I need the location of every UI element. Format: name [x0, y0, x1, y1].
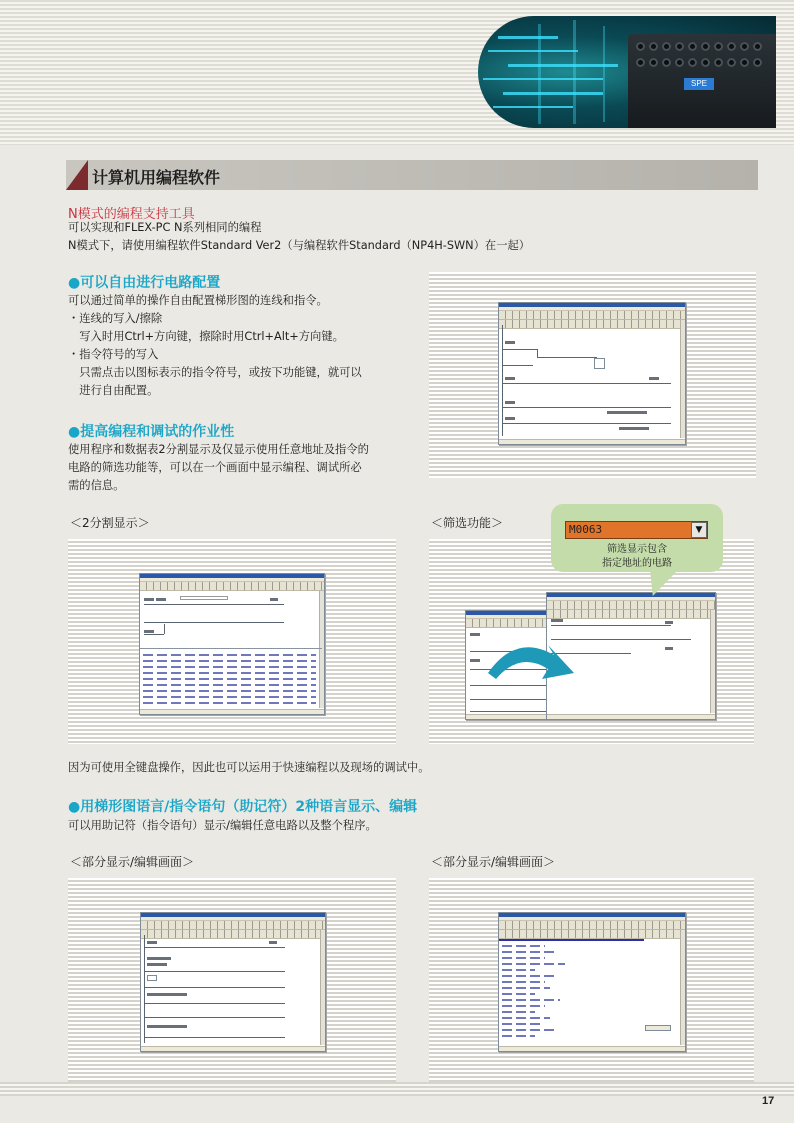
- partial-ladder-panel: [68, 878, 396, 1083]
- feature3-heading: ●用梯形图语言/指令语句（助记符）2种语言显示、编辑: [68, 799, 418, 815]
- feature1-body: [68, 292, 362, 400]
- feature1-line: ・连线的写入/擦除: [68, 312, 163, 325]
- intro-line-1: 可以实现和FLEX-PC N系列相同的编程: [68, 221, 262, 234]
- feature1-line: 写入时用Ctrl+方向键，擦除时用Ctrl+Alt+方向键。: [68, 330, 344, 343]
- partial-mnemonic-screenshot: [498, 912, 686, 1052]
- split-caption: ＜2分割显示＞: [70, 516, 150, 530]
- feature1-line: 只需点击以图标表示的指令符号，或按下功能键，就可以: [68, 366, 362, 379]
- filter-note-line-1: 筛选显示包含: [607, 544, 667, 555]
- filter-tooltip-text: [551, 543, 723, 571]
- partial-mnemonic-panel: [429, 878, 754, 1083]
- partial-right-caption: ＜部分显示/编辑画面＞: [431, 855, 556, 869]
- filter-address-combo[interactable]: M0063: [565, 521, 708, 539]
- feature2-body: [68, 441, 369, 495]
- feature2-line: 电路的筛选功能等，可以在一个画面中显示编程、调试所必: [68, 461, 362, 474]
- partial-ladder-screenshot: [140, 912, 326, 1052]
- partial-left-caption: ＜部分显示/编辑画面＞: [70, 855, 195, 869]
- header-banner-image: [478, 16, 776, 128]
- filter-transition-arrow-icon: [486, 633, 576, 693]
- chevron-down-icon[interactable]: ▼: [691, 522, 707, 538]
- intro-line-2: N模式下，请使用编程软件Standard Ver2（与编程软件Standard（NP4H-SWN）在一起）: [68, 239, 531, 252]
- ladder-editor-panel: [429, 272, 756, 478]
- feature2-line: 使用程序和数据表2分割显示及仅显示使用任意地址及指令的: [68, 443, 369, 456]
- feature1-heading: ●可以自由进行电路配置: [68, 275, 221, 291]
- filter-note-line-2: 指定地址的电路: [602, 558, 672, 569]
- section-title: 计算机用编程软件: [92, 168, 221, 187]
- footer-stripes: [0, 1082, 794, 1096]
- feature2-heading: ●提高编程和调试的作业性: [68, 424, 235, 440]
- keyboard-note: 因为可使用全键盘操作，因此也可以运用于快速编程以及现场的调试中。: [68, 761, 430, 774]
- split-display-screenshot: [139, 573, 325, 715]
- filter-caption: ＜筛选功能＞: [431, 516, 504, 530]
- split-display-panel: [68, 539, 396, 744]
- feature1-line: 进行自由配置。: [68, 384, 159, 397]
- feature3-line: 可以用助记符（指令语句）显示/编辑任意电路以及整个程序。: [68, 819, 377, 832]
- ladder-editor-screenshot: [498, 302, 686, 445]
- page-number: 17: [762, 1095, 775, 1107]
- intro-heading: N模式的编程支持工具: [68, 207, 195, 222]
- brand-badge: SPE: [684, 78, 714, 90]
- feature1-line: 可以通过简单的操作自由配置梯形图的连线和指令。: [68, 294, 328, 307]
- feature1-line: ・指令符号的写入: [68, 348, 159, 361]
- feature2-line: 需的信息。: [68, 479, 125, 492]
